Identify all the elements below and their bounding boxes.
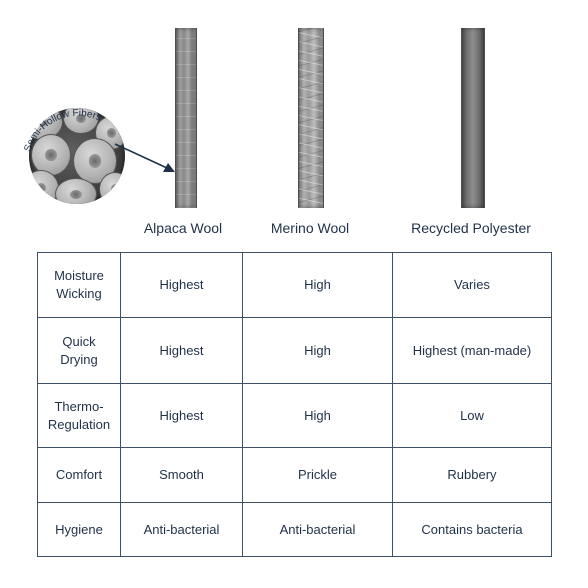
arrow-icon [113,140,179,180]
alpaca-fiber-image [175,28,197,208]
svg-text:Semi-Hollow Fibers [22,108,102,153]
cell-alpaca: Smooth [121,448,243,503]
cell-alpaca: Anti-bacterial [121,503,243,557]
cell-polyester: Varies [393,253,552,318]
cell-merino: High [243,318,393,384]
cell-polyester: Rubbery [393,448,552,503]
row-label-comfort: Comfort [38,448,121,503]
row-label-quick-drying: Quick Drying [38,318,121,384]
cell-polyester: Highest (man-made) [393,318,552,384]
row-label-moisture-wicking: Moisture Wicking [38,253,121,318]
table-row [38,318,552,384]
row-label-thermo-regulation: Thermo- Regulation [38,384,121,448]
cell-alpaca: Highest [121,318,243,384]
cell-polyester: Low [393,384,552,448]
row-label-hygiene: Hygiene [38,503,121,557]
column-header-alpaca: Alpaca Wool [143,220,223,236]
polyester-fiber-image [461,28,485,208]
table-row [38,384,552,448]
column-header-merino: Merino Wool [270,220,350,236]
cell-merino: Anti-bacterial [243,503,393,557]
cell-merino: High [243,253,393,318]
cell-merino: High [243,384,393,448]
column-header-polyester: Recycled Polyester [411,220,531,236]
fiber-comparison-table [37,252,552,557]
table-row [38,253,552,318]
cell-merino: Prickle [243,448,393,503]
merino-fiber-image [298,28,324,208]
cell-polyester: Contains bacteria [393,503,552,557]
cell-alpaca: Highest [121,384,243,448]
table-row [38,448,552,503]
cell-alpaca: Highest [121,253,243,318]
semi-hollow-label-text: Semi-Hollow Fibers [22,107,103,154]
table-row [38,503,552,557]
